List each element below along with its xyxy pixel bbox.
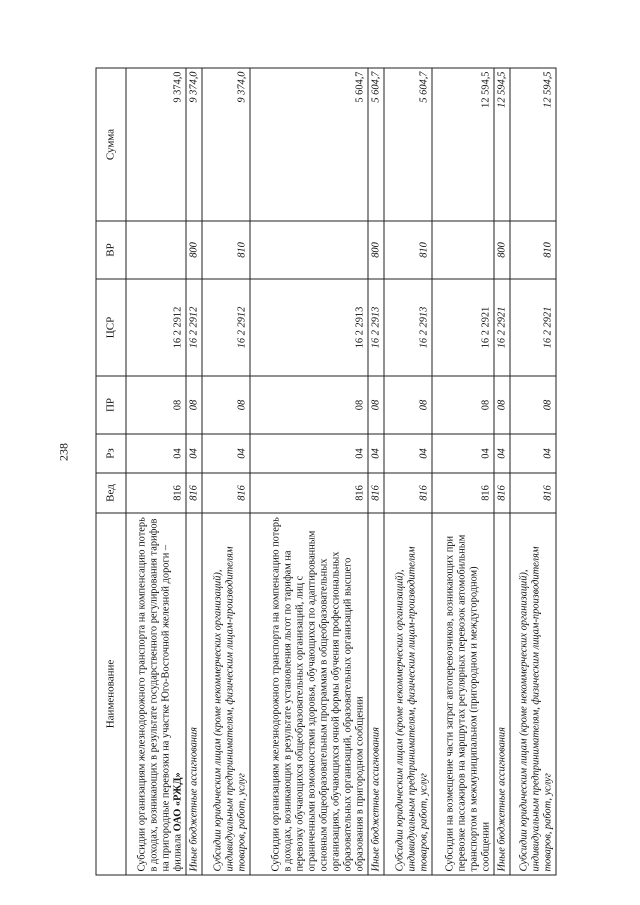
row-name	[126, 513, 186, 875]
row-vr: 810	[510, 221, 556, 279]
table-row	[384, 68, 432, 875]
row-pr: 08	[202, 376, 250, 434]
row-ved: 816	[202, 473, 250, 513]
row-name: Субсидии на возмещение части затрат автоперевозчиков, возникающих при перевозке пассажиров на маршрутах регулярных перевозок автомобильным транспортом в межмуниципальном (пригородном и междугородном) сообщении	[432, 513, 494, 875]
table-row	[368, 68, 384, 875]
table-row	[126, 68, 186, 875]
row-sum: 9 374,0	[126, 68, 186, 221]
row-rz: 04	[432, 434, 494, 473]
table-row	[202, 68, 250, 875]
row-sum: 5 604,7	[368, 68, 384, 221]
table-row	[186, 68, 202, 875]
row-csr: 16 2 2921	[432, 279, 494, 376]
table-header-row	[96, 68, 126, 875]
row-rz: 04	[126, 434, 186, 473]
row-vr: 800	[494, 221, 510, 279]
row-pr: 08	[510, 376, 556, 434]
row-name: Иные бюджетные ассигнования	[494, 513, 510, 875]
col-header-vr: ВР	[96, 221, 126, 279]
table-row	[510, 68, 556, 875]
row-pr: 08	[384, 376, 432, 434]
row-rz: 04	[202, 434, 250, 473]
row-pr: 08	[494, 376, 510, 434]
row-csr: 16 2 2921	[510, 279, 556, 376]
row-rz: 04	[494, 434, 510, 473]
row-sum: 9 374,0	[186, 68, 202, 221]
row-csr: 16 2 2912	[186, 279, 202, 376]
row-ved: 816	[250, 473, 368, 513]
row-csr: 16 2 2921	[494, 279, 510, 376]
row-name: Иные бюджетные ассигнования	[368, 513, 384, 875]
row-name: Субсидии юридическим лицам (кроме некоммерческих организаций), индивидуальным предпринимателям, физическим лицам-производителям товаров, работ, услуг	[384, 513, 432, 875]
col-header-csr: ЦСР	[96, 279, 126, 376]
row-name: Субсидии юридическим лицам (кроме некоммерческих организаций), индивидуальным предпринимателям, физическим лицам-производителям товаров, работ, услуг	[202, 513, 250, 875]
row-pr: 08	[432, 376, 494, 434]
row-vr	[432, 221, 494, 279]
row-pr: 08	[186, 376, 202, 434]
col-header-pr: ПР	[96, 376, 126, 434]
row-csr: 16 2 2912	[202, 279, 250, 376]
col-header-rz: Рз	[96, 434, 126, 473]
row-name-bold: ОАО «РЖД»	[172, 772, 184, 832]
row-pr: 08	[250, 376, 368, 434]
row-csr: 16 2 2913	[384, 279, 432, 376]
row-rz: 04	[368, 434, 384, 473]
row-sum: 12 594,5	[494, 68, 510, 221]
row-vr: 800	[186, 221, 202, 279]
row-rz: 04	[186, 434, 202, 473]
row-sum: 5 604,7	[384, 68, 432, 221]
row-csr: 16 2 2913	[368, 279, 384, 376]
row-name: Субсидии организациям железнодорожного транспорта на компенсацию потерь в доходах, возникающих в результате установления льгот по тарифам на перевозку обучающихся общеобразовательных организаций, лиц с ограниченными возможностями здоровья, обучающихся по адаптированным основным общеобразовательным программам в общеобразовательных организациях, обучающихся очной формы обучения профессиональных образовательных организаций, образовательных организаций высшего образования в пригородном сообщении	[250, 513, 368, 875]
row-ved: 816	[368, 473, 384, 513]
budget-table	[96, 68, 557, 876]
row-csr: 16 2 2913	[250, 279, 368, 376]
table-row	[494, 68, 510, 875]
row-rz: 04	[384, 434, 432, 473]
row-vr	[250, 221, 368, 279]
row-name: Иные бюджетные ассигнования	[186, 513, 202, 875]
rotated-table-container	[96, 69, 554, 876]
row-ved: 816	[494, 473, 510, 513]
row-rz: 04	[250, 434, 368, 473]
row-vr: 810	[202, 221, 250, 279]
table-row	[250, 68, 368, 875]
row-name-text: Субсидии организациям железнодорожного транспорта на компенсацию потерь в доходах, возникающих в результате государственного регулирования тарифов на пригородные перевозки на участке Юго-Восточной железной дороги – филиала	[136, 517, 184, 872]
row-vr: 810	[384, 221, 432, 279]
row-ved: 816	[510, 473, 556, 513]
row-sum: 5 604,7	[250, 68, 368, 221]
row-ved: 816	[384, 473, 432, 513]
row-ved: 816	[126, 473, 186, 513]
row-name: Субсидии юридическим лицам (кроме некоммерческих организаций), индивидуальным предпринимателям, физическим лицам-производителям товаров, работ, услуг	[510, 513, 556, 875]
row-csr: 16 2 2912	[126, 279, 186, 376]
row-ved: 816	[432, 473, 494, 513]
row-pr: 08	[126, 376, 186, 434]
row-sum: 12 594,5	[432, 68, 494, 221]
row-vr: 800	[368, 221, 384, 279]
page-number: 238	[56, 443, 71, 461]
row-ved: 816	[186, 473, 202, 513]
row-rz: 04	[510, 434, 556, 473]
row-pr: 08	[368, 376, 384, 434]
col-header-ved: Вед	[96, 473, 126, 513]
row-sum: 9 374,0	[202, 68, 250, 221]
row-sum: 12 594,5	[510, 68, 556, 221]
col-header-sum: Сумма	[96, 68, 126, 221]
table-row	[432, 68, 494, 875]
row-vr	[126, 221, 186, 279]
col-header-name: Наименование	[96, 513, 126, 875]
